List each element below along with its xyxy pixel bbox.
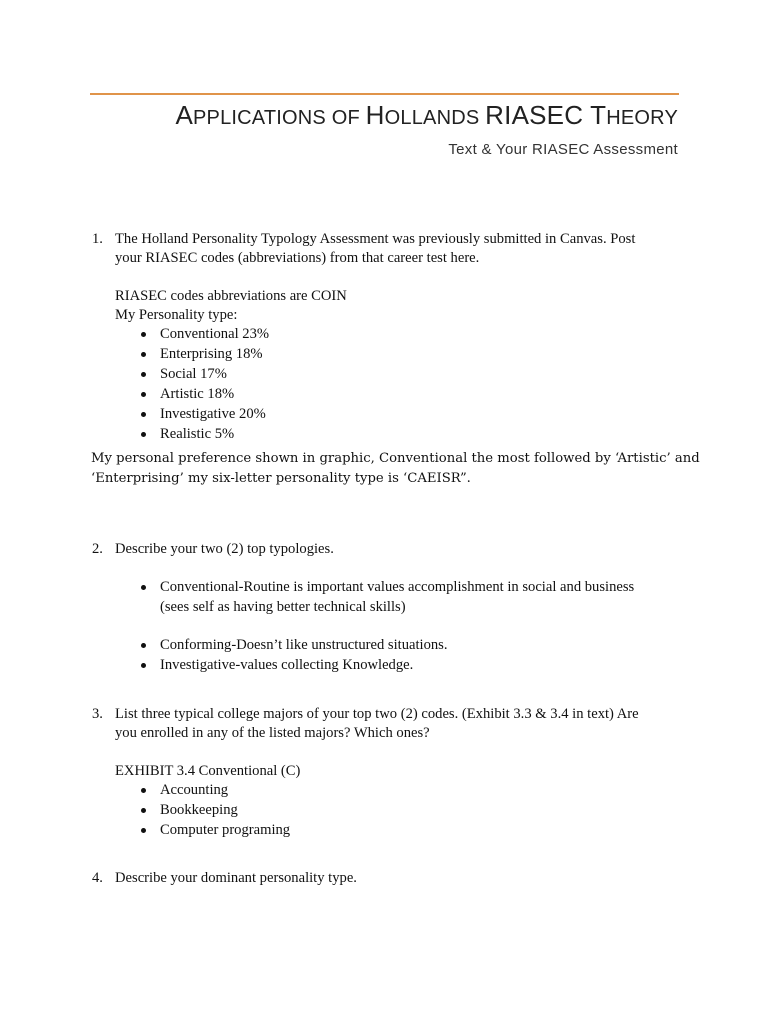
header-rule [90, 93, 679, 95]
list-item-continuation: (sees self as having better technical skills) [160, 599, 406, 615]
bullet-icon [141, 425, 149, 444]
list-item: Accounting [160, 782, 229, 798]
title-part: RIASEC [485, 100, 584, 130]
q1-text-line1: The Holland Personality Typology Assessment was previously submitted in Canvas. Post [115, 231, 636, 247]
page-subtitle: Text & Your RIASEC Assessment [448, 141, 678, 158]
q1-codes-line: RIASEC codes abbreviations are COIN [115, 288, 347, 304]
title-part: PPLICATIONS OF [192, 107, 366, 129]
list-item: Conforming-Doesn’t like unstructured situations. [160, 637, 448, 653]
q1-text-line2: your RIASEC codes (abbreviations) from that career test here. [115, 250, 480, 266]
title-part: HEORY [606, 107, 678, 129]
q1-number: 1. [92, 231, 103, 247]
title-part: H [365, 100, 385, 130]
title-part: T [583, 100, 607, 130]
q3-exhibit: EXHIBIT 3.4 Conventional (C) [115, 763, 301, 779]
bullet-icon [141, 578, 149, 597]
q3-text-line2: you enrolled in any of the listed majors? Which ones? [115, 725, 430, 741]
list-item: Investigative-values collecting Knowledge. [160, 657, 414, 673]
q4-text: Describe your dominant personality type. [115, 870, 357, 886]
preference-line1: My personal preference shown in graphic, Conventional the most followed by ‘Artistic’ and [91, 451, 700, 466]
bullet-icon [141, 365, 149, 384]
list-item: Artistic 18% [160, 386, 235, 402]
list-item: Enterprising 18% [160, 346, 263, 362]
list-item: Realistic 5% [160, 426, 235, 442]
q3-text-line1: List three typical college majors of your top two (2) codes. (Exhibit 3.3 & 3.4 in text) Are [115, 706, 639, 722]
bullet-icon [141, 325, 149, 344]
list-item: Investigative 20% [160, 406, 266, 422]
bullet-icon [141, 781, 149, 800]
q2-text: Describe your two (2) top typologies. [115, 541, 334, 557]
q1-type-label: My Personality type: [115, 307, 238, 323]
bullet-icon [141, 385, 149, 404]
list-item: Social 17% [160, 366, 227, 382]
q2-number: 2. [92, 541, 103, 557]
q4-number: 4. [92, 870, 103, 886]
page-title [175, 100, 678, 131]
bullet-icon [141, 345, 149, 364]
list-item: Conventional 23% [160, 326, 270, 342]
list-item: Conventional-Routine is important values accomplishment in social and business [160, 579, 635, 595]
preference-line2: ‘Enterprising’ my six-letter personality type is ‘CAEISR”. [91, 471, 471, 486]
bullet-icon [141, 821, 149, 840]
bullet-icon [141, 636, 149, 655]
title-part: A [175, 100, 193, 130]
list-item: Bookkeeping [160, 802, 238, 818]
title-part: OLLANDS [384, 107, 486, 129]
bullet-icon [141, 656, 149, 675]
q3-number: 3. [92, 706, 103, 722]
bullet-icon [141, 801, 149, 820]
bullet-icon [141, 405, 149, 424]
list-item: Computer programing [160, 822, 291, 838]
